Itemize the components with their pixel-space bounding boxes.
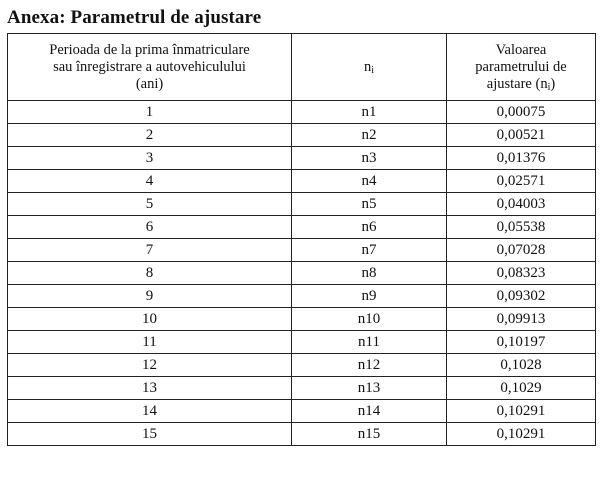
- adjustment-parameter-table: [7, 33, 596, 446]
- header-value-line-3-sub: i: [547, 81, 551, 93]
- value-cell: 0,10197: [447, 331, 596, 354]
- period-cell: 14: [8, 400, 292, 423]
- table-row: [8, 101, 596, 124]
- value-cell: 0,09913: [447, 308, 596, 331]
- value-cell: 0,07028: [447, 239, 596, 262]
- period-cell: 4: [8, 170, 292, 193]
- value-cell: 0,08323: [447, 262, 596, 285]
- table-row: [8, 308, 596, 331]
- header-value: [447, 34, 596, 101]
- table-row: [8, 124, 596, 147]
- value-cell: 0,1029: [447, 377, 596, 400]
- ni-cell: n7: [292, 239, 447, 262]
- header-period: [8, 34, 292, 101]
- period-cell: 10: [8, 308, 292, 331]
- period-cell: 2: [8, 124, 292, 147]
- value-cell: 0,01376: [447, 147, 596, 170]
- period-cell: 15: [8, 423, 292, 446]
- header-ni: [292, 34, 447, 101]
- period-cell: 9: [8, 285, 292, 308]
- ni-cell: n15: [292, 423, 447, 446]
- table-row: [8, 377, 596, 400]
- ni-cell: n12: [292, 354, 447, 377]
- ni-cell: n1: [292, 101, 447, 124]
- value-cell: 0,00075: [447, 101, 596, 124]
- ni-cell: n2: [292, 124, 447, 147]
- table-row: [8, 239, 596, 262]
- table-row: [8, 331, 596, 354]
- ni-cell: n13: [292, 377, 447, 400]
- value-cell: 0,10291: [447, 423, 596, 446]
- ni-cell: n6: [292, 216, 447, 239]
- table-row: [8, 170, 596, 193]
- period-cell: 1: [8, 101, 292, 124]
- table-header-row: [8, 34, 596, 101]
- table-row: [8, 400, 596, 423]
- header-ni-main: n: [363, 58, 372, 75]
- value-cell: 0,05538: [447, 216, 596, 239]
- header-ni-sub: i: [371, 64, 375, 76]
- period-cell: 5: [8, 193, 292, 216]
- header-value-line-2: parametrului de: [475, 58, 567, 75]
- period-cell: 8: [8, 262, 292, 285]
- value-cell: 0,00521: [447, 124, 596, 147]
- header-period-line-3: (ani): [135, 75, 164, 92]
- table-row: [8, 285, 596, 308]
- ni-cell: n8: [292, 262, 447, 285]
- period-cell: 12: [8, 354, 292, 377]
- header-value-line-3-prefix: ajustare (n: [486, 75, 548, 92]
- ni-cell: n4: [292, 170, 447, 193]
- table-row: [8, 193, 596, 216]
- ni-cell: n14: [292, 400, 447, 423]
- page-title: Anexa: Parametrul de ajustare: [7, 7, 262, 28]
- header-value-line-1: Valoarea: [495, 41, 547, 58]
- period-cell: 11: [8, 331, 292, 354]
- period-cell: 6: [8, 216, 292, 239]
- table-row: [8, 262, 596, 285]
- value-cell: 0,02571: [447, 170, 596, 193]
- ni-cell: n10: [292, 308, 447, 331]
- ni-cell: n11: [292, 331, 447, 354]
- period-cell: 7: [8, 239, 292, 262]
- period-cell: 3: [8, 147, 292, 170]
- ni-cell: n3: [292, 147, 447, 170]
- period-cell: 13: [8, 377, 292, 400]
- header-period-line-1: Perioada de la prima înmatriculare: [49, 41, 250, 58]
- ni-cell: n9: [292, 285, 447, 308]
- value-cell: 0,10291: [447, 400, 596, 423]
- table-row: [8, 147, 596, 170]
- header-period-line-2: sau înregistrare a autovehiculului: [53, 58, 246, 75]
- value-cell: 0,04003: [447, 193, 596, 216]
- table-row: [8, 423, 596, 446]
- ni-cell: n5: [292, 193, 447, 216]
- table-row: [8, 354, 596, 377]
- table-row: [8, 216, 596, 239]
- header-value-line-3-suffix: ): [550, 75, 556, 92]
- value-cell: 0,09302: [447, 285, 596, 308]
- value-cell: 0,1028: [447, 354, 596, 377]
